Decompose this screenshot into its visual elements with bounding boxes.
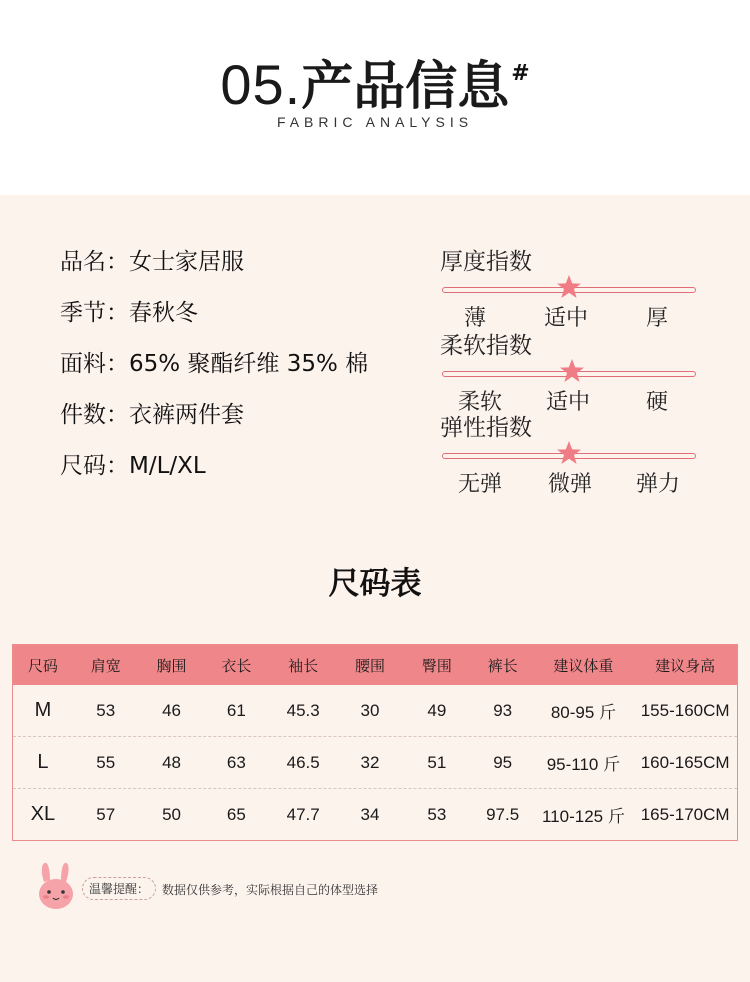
table-cell: 51 <box>427 752 447 772</box>
tip-note <box>36 860 436 910</box>
section-title <box>0 44 750 119</box>
tip-text: 数据仅供参考，实际根据自己的体型选择 <box>162 883 379 897</box>
title-hash-mark: # <box>511 61 530 86</box>
table-cell: 46.5 <box>286 752 320 772</box>
header-cell-waist: 腰围 <box>355 656 386 675</box>
header-cell-shoulder: 肩宽 <box>90 656 121 675</box>
table-cell: 48 <box>162 752 181 772</box>
size-table <box>12 644 738 841</box>
page-header <box>0 0 750 195</box>
star-icon <box>556 275 582 299</box>
info-item-pieces: 件数：衣裤两件套 <box>60 402 244 428</box>
index-title: 柔软指数 <box>440 333 532 359</box>
table-cell: M <box>34 699 52 721</box>
info-item-sizes: 尺码：M/L/XL <box>60 453 206 479</box>
table-cell: 57 <box>96 804 116 824</box>
header-cell-pants-length: 裤长 <box>487 656 518 675</box>
table-cell: 95 <box>493 752 513 772</box>
section-subtitle: FABRIC ANALYSIS <box>276 114 474 130</box>
info-item-season: 季节：春秋冬 <box>60 300 198 326</box>
index-track <box>440 277 700 301</box>
elasticity-index <box>440 413 700 497</box>
index-label-high: 弹力 <box>636 472 681 497</box>
header-cell-size: 尺码 <box>27 656 58 675</box>
star-icon <box>556 441 582 465</box>
table-row <box>13 736 737 788</box>
table-cell: 55 <box>96 752 116 772</box>
table-cell: XL <box>30 803 56 825</box>
index-labels <box>440 467 700 497</box>
index-label-mid: 适中 <box>546 390 591 415</box>
header-cell-weight: 建议体重 <box>553 656 614 675</box>
table-cell: 95-110 斤 <box>546 755 621 774</box>
table-cell: 46 <box>162 700 181 720</box>
index-labels <box>440 301 700 331</box>
table-cell: 49 <box>427 700 447 720</box>
table-cell: L <box>37 751 49 773</box>
index-label-low: 无弹 <box>458 472 503 497</box>
section-title-text: 产品信息 <box>301 57 510 117</box>
thickness-index <box>440 247 700 331</box>
info-item-name: 品名：女士家居服 <box>60 249 244 275</box>
table-cell: 165-170CM <box>640 804 730 824</box>
table-cell: 155-160CM <box>640 700 730 720</box>
table-cell: 53 <box>427 804 447 824</box>
index-title: 厚度指数 <box>440 249 532 275</box>
table-cell: 93 <box>493 700 513 720</box>
size-chart-title: 尺码表 <box>328 566 422 602</box>
table-cell: 97.5 <box>486 804 520 824</box>
table-cell: 47.7 <box>286 804 320 824</box>
index-title: 弹性指数 <box>440 415 532 441</box>
table-cell: 65 <box>226 804 246 824</box>
table-cell: 80-95 斤 <box>550 703 617 722</box>
index-label-mid: 微弹 <box>548 472 593 497</box>
table-cell: 50 <box>162 804 181 824</box>
table-row <box>13 788 737 840</box>
table-cell: 160-165CM <box>640 752 730 772</box>
section-number: 05. <box>220 53 302 116</box>
info-item-fabric: 面料：65% 聚酯纤维 35% 棉 <box>60 351 369 377</box>
info-panel <box>0 195 750 982</box>
table-row <box>13 685 737 736</box>
index-label-low: 柔软 <box>458 390 503 415</box>
header-cell-chest: 胸围 <box>156 656 187 675</box>
table-cell: 30 <box>360 700 380 720</box>
tip-badge: 温馨提醒： <box>82 877 156 900</box>
table-cell: 61 <box>226 700 246 720</box>
table-cell: 63 <box>226 752 246 772</box>
product-info-list <box>60 247 368 502</box>
table-cell: 53 <box>96 700 116 720</box>
index-label-low: 薄 <box>464 306 487 331</box>
index-track <box>440 443 700 467</box>
header-cell-height: 建议身高 <box>655 656 716 675</box>
header-cell-sleeve: 袖长 <box>288 656 319 675</box>
table-cell: 34 <box>360 804 380 824</box>
header-cell-length: 衣长 <box>221 656 252 675</box>
star-icon <box>559 359 585 383</box>
index-label-mid: 适中 <box>544 306 589 331</box>
table-cell: 45.3 <box>286 700 320 720</box>
table-cell: 110-125 斤 <box>541 807 625 826</box>
softness-index <box>440 331 700 415</box>
size-table-header <box>13 645 737 685</box>
index-track <box>440 361 700 385</box>
table-cell: 32 <box>360 752 380 772</box>
index-labels <box>440 385 700 415</box>
index-label-high: 厚 <box>646 306 669 331</box>
index-label-high: 硬 <box>646 390 669 415</box>
header-cell-hip: 臀围 <box>421 656 452 675</box>
bunny-icon <box>36 860 76 910</box>
